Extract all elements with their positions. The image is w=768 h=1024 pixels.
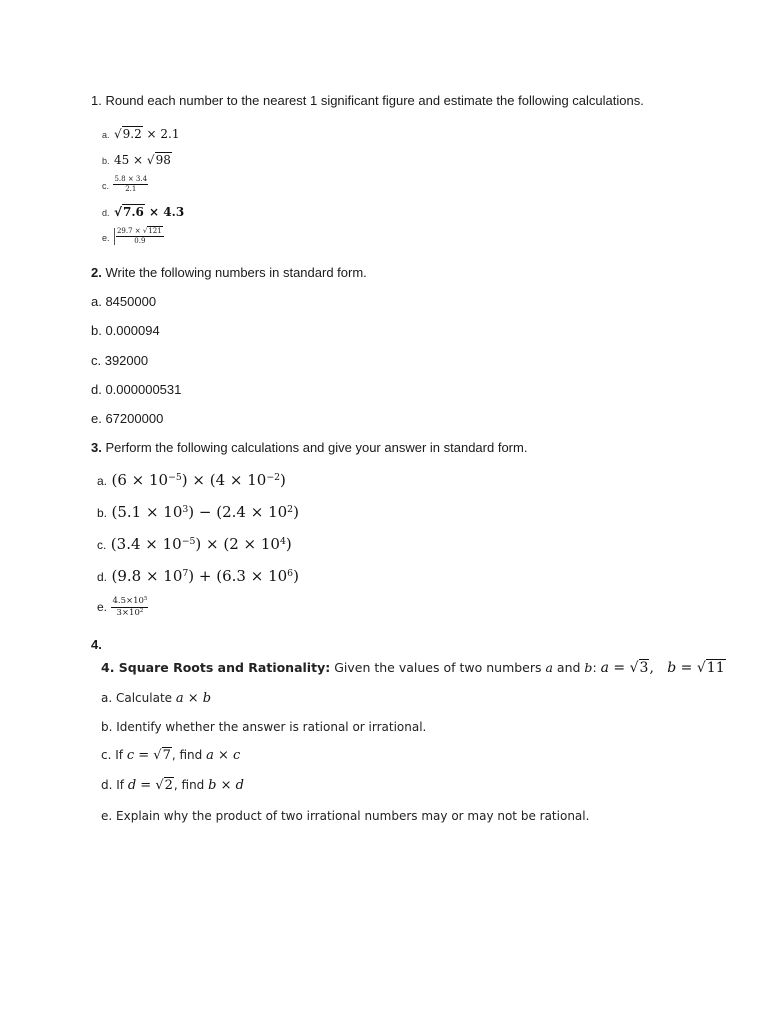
q4-a-text: a. Calculate xyxy=(101,691,176,705)
q1-heading: 1. Round each number to the nearest 1 significant figure and estimate the following calculations. xyxy=(91,93,644,108)
q4-d-lhs: d = xyxy=(127,778,156,793)
q3-a-exp1: −5 xyxy=(168,471,182,483)
q4-eq-a-radicand: 3 xyxy=(639,660,649,676)
q1-e-numerator xyxy=(116,228,164,237)
q3-e-fraction xyxy=(111,597,148,617)
q3-a-part2: ) × (4 × 10 xyxy=(181,471,267,489)
sqrt-symbol: √121 xyxy=(142,227,162,236)
q2-heading-text: Write the following numbers in standard form. xyxy=(101,265,367,280)
q3-heading-text: Perform the following calculations and give your answer in standard form. xyxy=(101,440,528,455)
q1-e-label: e. xyxy=(102,233,110,243)
q3-d-label: d. xyxy=(97,570,108,584)
q4-item-d xyxy=(101,778,244,793)
q3-e-numerator xyxy=(111,597,148,608)
q4-c-mid: , find xyxy=(171,748,207,762)
q1-d-label: d. xyxy=(102,208,110,218)
q3-d-exp2: 6 xyxy=(287,567,294,579)
q1-item-e xyxy=(102,228,164,246)
q2-number: 2. xyxy=(91,265,102,280)
q3-d-exp1: 7 xyxy=(182,567,189,579)
q1-a-rest: × 2.1 xyxy=(142,127,180,141)
q3-b-part1: (5.1 × 10 xyxy=(111,503,183,521)
q3-a-part1: (6 × 10 xyxy=(111,471,169,489)
q4-item-a xyxy=(101,691,211,706)
sqrt-symbol: √7.6 xyxy=(113,205,144,219)
q1-b-label: b. xyxy=(102,156,110,166)
q1-e-num-radicand: 121 xyxy=(148,227,162,236)
q4-eq-sep: , xyxy=(649,660,668,676)
q1-item-b xyxy=(102,151,172,169)
q1-c-denominator: 2.1 xyxy=(125,185,137,194)
q1-e-fraction xyxy=(114,228,164,245)
q3-c-exp1: −5 xyxy=(181,535,196,547)
q3-a-part3: ) xyxy=(280,471,286,489)
q3-d-part2: ) + (6.3 × 10 xyxy=(188,567,288,585)
q3-item-e xyxy=(97,597,148,617)
q3-b-part2: ) − (2.4 × 10 xyxy=(188,503,288,521)
q1-item-c xyxy=(102,176,148,194)
q4-intro xyxy=(101,660,726,676)
q3-item-d xyxy=(97,567,299,586)
q4-d-radicand: 2 xyxy=(164,778,173,793)
q4-and: and xyxy=(552,660,585,675)
q4-eq-b-radicand: 11 xyxy=(706,660,725,676)
sqrt-symbol: √98 xyxy=(146,153,171,167)
q4-d-mid: , find xyxy=(173,778,209,792)
q3-e-den-exp: 2 xyxy=(139,607,144,614)
q4-c-expr: a × c xyxy=(206,748,241,763)
q2-item-d: d. 0.000000531 xyxy=(91,382,182,397)
q1-c-label: c. xyxy=(102,181,110,191)
q1-d-radicand: 7.6 xyxy=(122,205,144,219)
q3-b-exp1: 3 xyxy=(182,503,189,515)
q3-a-exp2: −2 xyxy=(266,471,281,483)
q4-item-b: b. Identify whether the answer is rational or irrational. xyxy=(101,720,427,734)
q1-c-fraction xyxy=(113,176,148,193)
sqrt-symbol: √7 xyxy=(153,748,171,763)
q2-item-a: a. 8450000 xyxy=(91,294,157,309)
q4-c-pre: c. If xyxy=(101,748,127,762)
q3-b-label: b. xyxy=(97,506,108,520)
q1-item-a xyxy=(102,125,180,143)
q2-item-b: b. 0.000094 xyxy=(91,323,160,338)
q3-d-part3: ) xyxy=(293,567,299,585)
q1-item-d xyxy=(102,203,184,221)
q4-item-c xyxy=(101,748,240,763)
sqrt-symbol: √3 xyxy=(629,660,649,676)
q3-c-part1: (3.4 × 10 xyxy=(110,535,182,553)
q2-item-c: c. 392000 xyxy=(91,353,149,368)
q3-c-part2: ) × (2 × 10 xyxy=(195,535,280,553)
q1-a-radicand: 9.2 xyxy=(122,127,142,141)
q1-b-lead: 45 × xyxy=(113,153,147,167)
q1-a-label: a. xyxy=(102,130,110,140)
q3-e-num-base: 4.5×10 xyxy=(112,596,144,606)
q3-c-exp2: 4 xyxy=(279,535,286,547)
sqrt-symbol: √9.2 xyxy=(113,127,142,141)
q3-b-exp2: 2 xyxy=(287,503,294,515)
q1-c-numerator: 5.8 × 3.4 xyxy=(114,175,148,184)
q4-d-pre: d. If xyxy=(101,778,128,792)
q4-colon: : xyxy=(592,660,601,675)
q3-e-den-base: 3×10 xyxy=(116,607,140,618)
q3-item-a xyxy=(97,471,286,490)
q4-intro-text: Given the values of two numbers xyxy=(330,660,546,675)
q3-e-label: e. xyxy=(97,600,108,615)
q4-c-lhs: c = xyxy=(126,748,154,763)
q4-eq-b-lhs: b = xyxy=(667,660,697,676)
q3-c-part3: ) xyxy=(285,535,292,553)
q3-e-denominator xyxy=(111,608,148,618)
q1-e-num-lead: 29.7 × xyxy=(116,227,143,236)
q3-b-part3: ) xyxy=(293,503,299,521)
q4-c-radicand: 7 xyxy=(162,748,171,763)
q4-eq-a-lhs: a = xyxy=(600,660,630,676)
q2-item-e: e. 67200000 xyxy=(91,411,164,426)
q1-b-radicand: 98 xyxy=(155,153,171,167)
q3-a-label: a. xyxy=(97,474,108,488)
q1-d-rest: × 4.3 xyxy=(144,205,185,219)
q3-item-b xyxy=(97,503,299,522)
q3-item-c xyxy=(97,535,292,554)
q1-e-denominator: 0.9 xyxy=(134,237,146,246)
q4-a-expr: a × b xyxy=(175,691,212,706)
q4-var-a: a xyxy=(545,660,553,675)
q4-title: 4. Square Roots and Rationality: xyxy=(101,660,331,675)
q2-heading xyxy=(91,265,367,280)
q3-e-num-exp: 5 xyxy=(143,596,148,603)
q3-heading xyxy=(91,440,527,455)
q4-var-b: b xyxy=(584,660,593,675)
q3-c-label: c. xyxy=(97,538,107,552)
sqrt-symbol: √11 xyxy=(696,660,725,676)
q4-number: 4. xyxy=(91,637,102,652)
sqrt-symbol: √2 xyxy=(155,778,173,793)
q3-number: 3. xyxy=(91,440,102,455)
q4-item-e: e. Explain why the product of two irrational numbers may or may not be rational. xyxy=(101,809,590,823)
q3-d-part1: (9.8 × 10 xyxy=(111,567,183,585)
q4-d-expr: b × d xyxy=(208,778,244,793)
